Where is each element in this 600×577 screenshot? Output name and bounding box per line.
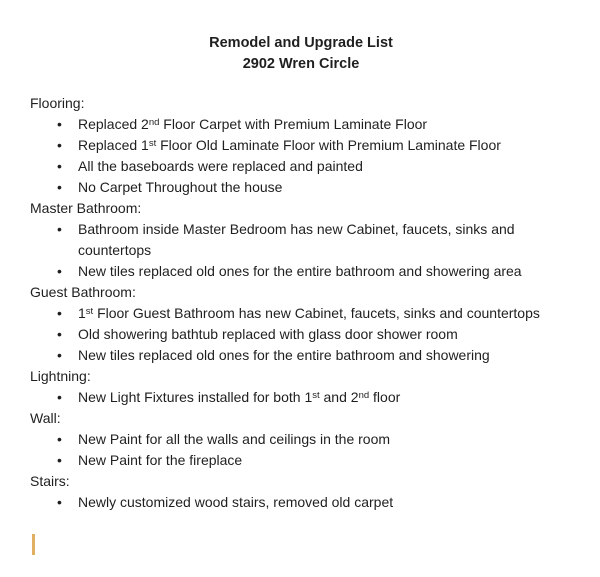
section-heading: Flooring:	[30, 95, 85, 111]
bullet-list	[30, 219, 572, 282]
bullet-text: All the baseboards were replaced and painted	[78, 158, 363, 174]
bullet-text: Old showering bathtub replaced with glass door shower room	[78, 326, 458, 342]
bullet-item	[30, 261, 572, 282]
ordinal-superscript: nd	[358, 389, 370, 401]
bullet-marker-icon: •	[57, 346, 62, 363]
bullet-list	[30, 387, 572, 408]
bullet-marker-icon: •	[57, 325, 62, 342]
bullet-item	[30, 303, 572, 324]
document-body	[30, 93, 572, 513]
bullet-text: New Paint for the fireplace	[78, 452, 243, 468]
section-heading: Guest Bathroom:	[30, 284, 136, 300]
bullet-text: Replaced 2	[78, 116, 149, 132]
text-cursor	[32, 534, 35, 555]
bullet-marker-icon: •	[57, 115, 62, 132]
bullet-text: countertops	[78, 242, 152, 258]
bullet-item	[30, 492, 572, 513]
bullet-text: and 2	[319, 389, 359, 405]
bullet-item	[30, 156, 572, 177]
bullet-text: Floor Old Laminate Floor with Premium Laminate Floor	[156, 137, 501, 153]
bullet-item	[30, 219, 572, 261]
bullet-list	[30, 114, 572, 198]
bullet-item	[30, 324, 572, 345]
bullet-list	[30, 492, 572, 513]
bullet-marker-icon: •	[57, 157, 62, 174]
section-heading: Wall:	[30, 410, 61, 426]
bullet-text: New Light Fixtures installed for both 1	[78, 389, 313, 405]
bullet-marker-icon: •	[57, 220, 62, 237]
ordinal-superscript: st	[85, 305, 94, 317]
bullet-marker-icon: •	[57, 430, 62, 447]
bullet-marker-icon: •	[57, 493, 62, 510]
bullet-item	[30, 345, 572, 366]
ordinal-superscript: nd	[148, 116, 160, 128]
bullet-text: floor	[369, 389, 401, 405]
bullet-item	[30, 429, 572, 450]
ordinal-superscript: st	[312, 389, 320, 401]
bullet-item	[30, 177, 572, 198]
bullet-marker-icon: •	[57, 262, 62, 279]
bullet-text: New tiles replaced old ones for the entire bathroom and showering area	[78, 263, 522, 279]
section-heading: Lightning:	[30, 368, 91, 384]
bullet-text: Floor Carpet with Premium Laminate Floor	[159, 116, 428, 132]
bullet-text: Newly customized wood stairs, removed old carpet	[78, 494, 394, 510]
bullet-text: New tiles replaced old ones for the entire bathroom and showering	[78, 347, 490, 363]
bullet-list	[30, 303, 572, 366]
document-subtitle: 2902 Wren Circle	[242, 55, 360, 72]
section-heading: Master Bathroom:	[30, 200, 142, 216]
bullet-item	[30, 114, 572, 135]
bullet-text: New Paint for all the walls and ceilings in the room	[78, 431, 391, 447]
bullet-item	[30, 387, 572, 408]
bullet-item	[30, 450, 572, 471]
bullet-text: Floor Guest Bathroom has new Cabinet, faucets, sinks and countertops	[93, 305, 540, 321]
bullet-marker-icon: •	[57, 136, 62, 153]
bullet-marker-icon: •	[57, 388, 62, 405]
bullet-text: Replaced 1	[78, 137, 149, 153]
bullet-marker-icon: •	[57, 178, 62, 195]
section-heading: Stairs:	[30, 473, 70, 489]
bullet-text: Bathroom inside Master Bedroom has new Cabinet, faucets, sinks and	[78, 221, 515, 237]
bullet-marker-icon: •	[57, 304, 62, 321]
bullet-item	[30, 135, 572, 156]
bullet-marker-icon: •	[57, 451, 62, 468]
document-title: Remodel and Upgrade List	[209, 35, 393, 51]
bullet-text: No Carpet Throughout the house	[78, 179, 283, 195]
ordinal-superscript: st	[148, 137, 157, 149]
bullet-text: 1	[78, 305, 86, 321]
bullet-list	[30, 429, 572, 471]
